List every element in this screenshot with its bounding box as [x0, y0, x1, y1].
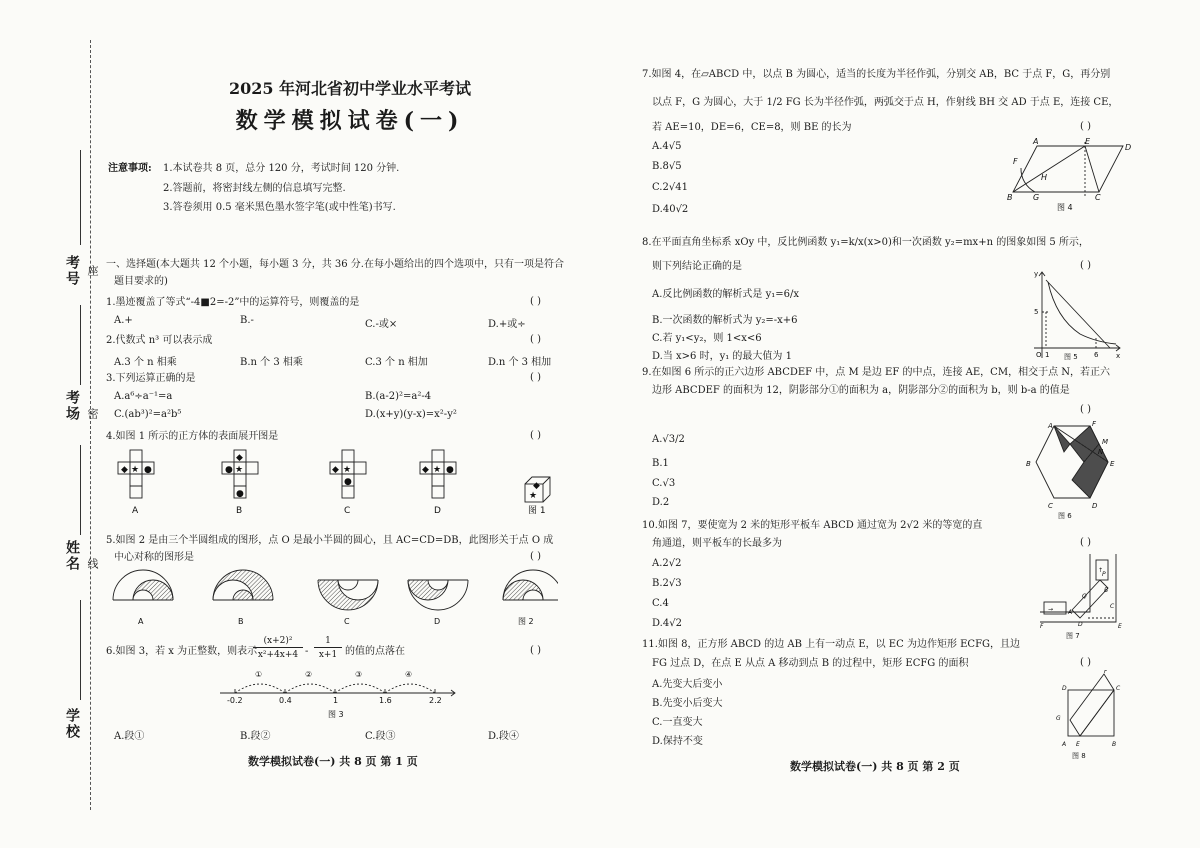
q9-option-c: C.√3	[652, 478, 676, 489]
notice-item-2: 2.答题前，将密封线左侧的信息填写完整.	[163, 183, 346, 194]
exam-title: 2025 年河北省初中学业水平考试	[228, 79, 472, 98]
q10-line-2: 角通道，则平板车的长最多为	[652, 538, 782, 549]
q4-option-d: D	[434, 506, 441, 516]
q5-stem-cont: 中心对称的图形是	[114, 552, 194, 563]
svg-text:E: E	[1110, 460, 1115, 468]
q1-stem: 1.墨迹覆盖了等式“-4■2=-2”中的运算符号，则覆盖的是	[106, 297, 360, 308]
notice-item-1: 1.本试卷共 8 页，总分 120 分，考试时间 120 分钟.	[163, 163, 400, 174]
q6-stem-b: 的值的点落在	[345, 646, 405, 657]
svg-text:↑: ↑	[1098, 567, 1104, 574]
parallelogram-figure	[1005, 136, 1135, 214]
svg-text:→: →	[1048, 606, 1054, 613]
svg-text:P: P	[1102, 571, 1106, 578]
svg-text:★: ★	[235, 465, 244, 475]
svg-text:B: B	[1112, 741, 1117, 748]
seat-label: 座	[86, 265, 99, 276]
q1-option-d: D.+或÷	[488, 319, 526, 330]
q4-stem: 4.如图 1 所示的正方体的表面展开图是	[106, 431, 279, 442]
q5-option-d: D	[434, 617, 441, 626]
svg-text:★: ★	[131, 465, 140, 475]
q6-frac1-den: x²+4x+4	[257, 650, 299, 660]
q6-minus: -	[305, 646, 309, 657]
q10-option-a: A.2√2	[652, 558, 682, 569]
q6-frac1-num: (x+2)²	[253, 636, 303, 648]
q7-line-2: 以点 F，G 为圆心，大于 1/2 FG 长为半径作弧，两弧交于点 H，作射线 BH 交 AD 于点 E，连接 CE，	[652, 97, 1119, 108]
exam-no-blank	[80, 150, 81, 245]
svg-text:★: ★	[433, 465, 442, 475]
svg-text:E: E	[1118, 623, 1122, 630]
q3-option-c: C.(ab³)²=a²b⁵	[114, 409, 182, 420]
q5-answer-paren: ( )	[530, 551, 541, 562]
notice-label: 注意事项:	[108, 163, 152, 174]
svg-text:◆: ◆	[332, 465, 339, 475]
svg-text:B: B	[1026, 460, 1031, 468]
svg-text:y: y	[1034, 270, 1039, 278]
q4-option-c: C	[344, 506, 351, 516]
q10-option-c: C.4	[652, 598, 669, 609]
footer-page-1: 数学模拟试卷(一) 共 8 页 第 1 页	[248, 755, 418, 768]
q7-line-3: 若 AE=10，DE=6，CE=8，则 BE 的长为	[652, 122, 852, 133]
svg-text:E: E	[1085, 137, 1091, 146]
svg-text:G: G	[1033, 193, 1040, 202]
paper-title: 数学模拟试卷(一)	[235, 108, 465, 134]
svg-text:◆: ◆	[121, 465, 128, 475]
q11-figure-caption: 图 8	[1072, 752, 1086, 760]
q3-stem: 3.下列运算正确的是	[106, 373, 196, 384]
q7-option-d: D.40√2	[652, 204, 689, 215]
svg-text:C: C	[1116, 685, 1121, 692]
q9-option-b: B.1	[652, 458, 669, 469]
name-label: 姓名	[64, 540, 80, 572]
q5-stem: 5.如图 2 是由三个半圆组成的图形，点 O 是最小半圆的圆心，且 AC=CD=DB，此图形关于点 O 成	[106, 535, 554, 546]
q4-figure-caption: 图 1	[528, 506, 546, 516]
svg-text:◆: ◆	[236, 453, 243, 463]
svg-text:D: D	[1078, 621, 1083, 628]
q7-option-b: B.8√5	[652, 161, 682, 172]
number-line-figure	[215, 665, 465, 721]
svg-text:B: B	[1007, 193, 1013, 202]
footer-page-2: 数学模拟试卷(一) 共 8 页 第 2 页	[790, 760, 960, 773]
svg-text:M: M	[1102, 438, 1109, 446]
q6-stem-a: 6.如图 3，若 x 为正整数，则表示	[106, 646, 258, 657]
q1-option-c: C.-或×	[365, 319, 398, 330]
name-blank	[80, 445, 81, 535]
tick-label: 2.2	[429, 696, 442, 705]
q9-option-d: D.2	[652, 497, 670, 508]
q8-option-c: C.若 y₁<y₂，则 1<x<6	[652, 333, 762, 344]
q7-option-c: C.2√41	[652, 182, 688, 193]
q6-frac2-num: 1	[314, 636, 342, 648]
svg-text:C: C	[1048, 502, 1053, 510]
q7-answer-paren: ( )	[1080, 121, 1091, 132]
svg-text:B: B	[1104, 587, 1109, 594]
q3-option-a: A.a⁶÷a⁻¹=a	[114, 391, 173, 402]
school-blank	[80, 600, 81, 700]
svg-text:Q: Q	[1082, 593, 1087, 600]
q8-line-1: 8.在平面直角坐标系 xOy 中，反比例函数 y₁=k/x(x>0)和一次函数 y₂=mx+n 的图象如图 5 所示，	[642, 237, 1089, 248]
svg-text:●: ●	[344, 477, 352, 487]
q9-figure-caption: 图 6	[1058, 512, 1072, 520]
svg-text:5: 5	[1034, 308, 1039, 316]
q11-line-2: FG 过点 D，在点 E 从点 A 移动到点 B 的过程中，矩形 ECFG 的面积	[652, 658, 969, 669]
svg-text:F: F	[1013, 157, 1018, 166]
svg-text:A: A	[1033, 137, 1039, 146]
segment-3-label: ③	[355, 670, 363, 679]
q10-line-1: 10.如图 7，要使宽为 2 米的矩形平板车 ABCD 通过宽为 2√2 米的等宽的直	[642, 520, 983, 531]
q9-option-a: A.√3/2	[652, 434, 685, 445]
q6-answer-paren: ( )	[530, 645, 541, 656]
q7-figure-caption: 图 4	[1057, 203, 1073, 212]
room-label: 考场	[64, 390, 80, 422]
function-graph-figure	[1020, 268, 1125, 360]
q7-line-1: 7.如图 4，在▱ABCD 中，以点 B 为圆心，适当的长度为半径作弧，分别交 AB，BC 于点 F，G，再分别	[642, 69, 1111, 80]
semicircles-figure	[108, 568, 558, 630]
svg-text:C: C	[1110, 603, 1115, 610]
q8-option-a: A.反比例函数的解析式是 y₁=6/x	[652, 289, 799, 300]
exam-no-label: 考号	[64, 255, 80, 287]
room-blank	[80, 305, 81, 385]
q9-answer-paren: ( )	[1080, 404, 1091, 415]
q5-option-a: A	[138, 617, 144, 626]
svg-text:F: F	[1040, 623, 1044, 630]
svg-text:x: x	[1116, 352, 1121, 360]
svg-text:●: ●	[225, 465, 233, 475]
q1-option-b: B.-	[240, 315, 254, 326]
q4-option-b: B	[236, 506, 243, 516]
svg-text:●: ●	[446, 465, 454, 475]
segment-2-label: ②	[305, 670, 313, 679]
svg-text:F: F	[1092, 420, 1097, 428]
seal-line	[90, 40, 91, 810]
segment-1-label: ①	[255, 670, 263, 679]
q7-option-a: A.4√5	[652, 141, 682, 152]
q5-figure-caption: 图 2	[518, 617, 534, 626]
q11-option-d: D.保持不变	[652, 736, 703, 747]
q6-option-a: A.段①	[114, 731, 145, 742]
svg-text:G: G	[1056, 715, 1061, 722]
q1-answer-paren: ( )	[530, 296, 541, 307]
svg-text:◆: ◆	[533, 481, 540, 491]
seal-mark: 密	[86, 408, 99, 419]
q6-option-c: C.段③	[365, 731, 396, 742]
q6-figure-caption: 图 3	[328, 710, 344, 719]
svg-text:6: 6	[1094, 351, 1099, 359]
q3-answer-paren: ( )	[530, 372, 541, 383]
q4-option-a: A	[132, 506, 139, 516]
tick-label: 1	[333, 696, 339, 705]
q8-option-d: D.当 x>6 时，y₁ 的最大值为 1	[652, 351, 792, 362]
q11-option-a: A.先变大后变小	[652, 679, 723, 690]
q2-option-d: D.n 个 3 相加	[488, 357, 552, 368]
q5-option-c: C	[344, 617, 350, 626]
q2-option-a: A.3 个 n 相乘	[114, 357, 177, 368]
q4-answer-paren: ( )	[530, 430, 541, 441]
q10-answer-paren: ( )	[1080, 537, 1091, 548]
square-rectangle-figure	[1050, 670, 1126, 762]
q2-answer-paren: ( )	[530, 334, 541, 345]
q11-answer-paren: ( )	[1080, 657, 1091, 668]
q11-option-b: B.先变小后变大	[652, 698, 723, 709]
svg-text:◆: ◆	[422, 465, 429, 475]
svg-text:E: E	[1076, 741, 1080, 748]
q6-frac2-den: x+1	[318, 650, 338, 660]
section-title: 一、选择题(本大题共 12 个小题，每小题 3 分，共 36 分.在每小题给出的四个选项中，只有一项是符合	[106, 259, 564, 270]
school-label: 学校	[64, 708, 80, 740]
svg-text:N: N	[1098, 448, 1104, 456]
q11-line-1: 11.如图 8，正方形 ABCD 的边 AB 上有一动点 E，以 EC 为边作矩形 ECFG，且边	[642, 639, 1020, 650]
svg-text:H: H	[1041, 173, 1048, 182]
q2-option-b: B.n 个 3 相乘	[240, 357, 303, 368]
svg-text:C: C	[1095, 193, 1101, 202]
svg-text:O: O	[1036, 351, 1042, 359]
svg-text:F: F	[1104, 670, 1108, 675]
svg-text:★: ★	[343, 465, 352, 475]
q8-answer-paren: ( )	[1080, 260, 1091, 271]
svg-text:●: ●	[236, 489, 244, 499]
hexagon-figure	[1020, 418, 1130, 520]
segment-4-label: ④	[405, 670, 413, 679]
q3-option-b: B.(a-2)²=a²-4	[365, 391, 432, 402]
q6-option-d: D.段④	[488, 731, 519, 742]
svg-text:1: 1	[1045, 351, 1050, 359]
tick-label: 1.6	[379, 696, 392, 705]
q9-line-1: 9.在如图 6 所示的正六边形 ABCDEF 中，点 M 是边 EF 的中点，连接 AE，CM，相交于点 N，若正六	[642, 367, 1110, 378]
q10-figure-caption: 图 7	[1066, 632, 1080, 640]
svg-text:D: D	[1092, 502, 1098, 510]
q3-option-d: D.(x+y)(y-x)=x²-y²	[365, 409, 457, 420]
q11-option-c: C.一直变大	[652, 717, 703, 728]
svg-text:A: A	[1068, 609, 1073, 616]
svg-text:A: A	[1062, 741, 1067, 748]
q8-option-b: B.一次函数的解析式为 y₂=-x+6	[652, 315, 798, 326]
q5-option-b: B	[238, 617, 244, 626]
svg-text:D: D	[1125, 143, 1132, 152]
q2-stem: 2.代数式 n³ 可以表示成	[106, 335, 213, 346]
q8-line-2: 则下列结论正确的是	[652, 261, 742, 272]
q1-option-a: A.+	[114, 315, 133, 326]
svg-text:●: ●	[144, 465, 152, 475]
cube-nets-figure	[110, 448, 560, 516]
notice-item-3: 3.答卷须用 0.5 毫米黑色墨水签字笔(或中性笔)书写.	[163, 202, 396, 213]
line-mark: 线	[86, 558, 99, 569]
section-title-cont: 题目要求的)	[114, 276, 168, 287]
q10-option-b: B.2√3	[652, 578, 682, 589]
q9-line-2: 边形 ABCDEF 的面积为 12，阴影部分①的面积为 a，阴影部分②的面积为 b，则 b-a 的值是	[652, 385, 1070, 396]
q8-figure-caption: 图 5	[1064, 353, 1078, 360]
svg-text:A: A	[1048, 422, 1053, 430]
tick-label: -0.2	[227, 696, 243, 705]
q6-option-b: B.段②	[240, 731, 271, 742]
tick-label: 0.4	[279, 696, 292, 705]
corridor-figure	[1038, 552, 1124, 642]
q10-option-d: D.4√2	[652, 618, 682, 629]
svg-text:★: ★	[529, 491, 538, 501]
q2-option-c: C.3 个 n 相加	[365, 357, 428, 368]
svg-text:D: D	[1062, 685, 1067, 692]
